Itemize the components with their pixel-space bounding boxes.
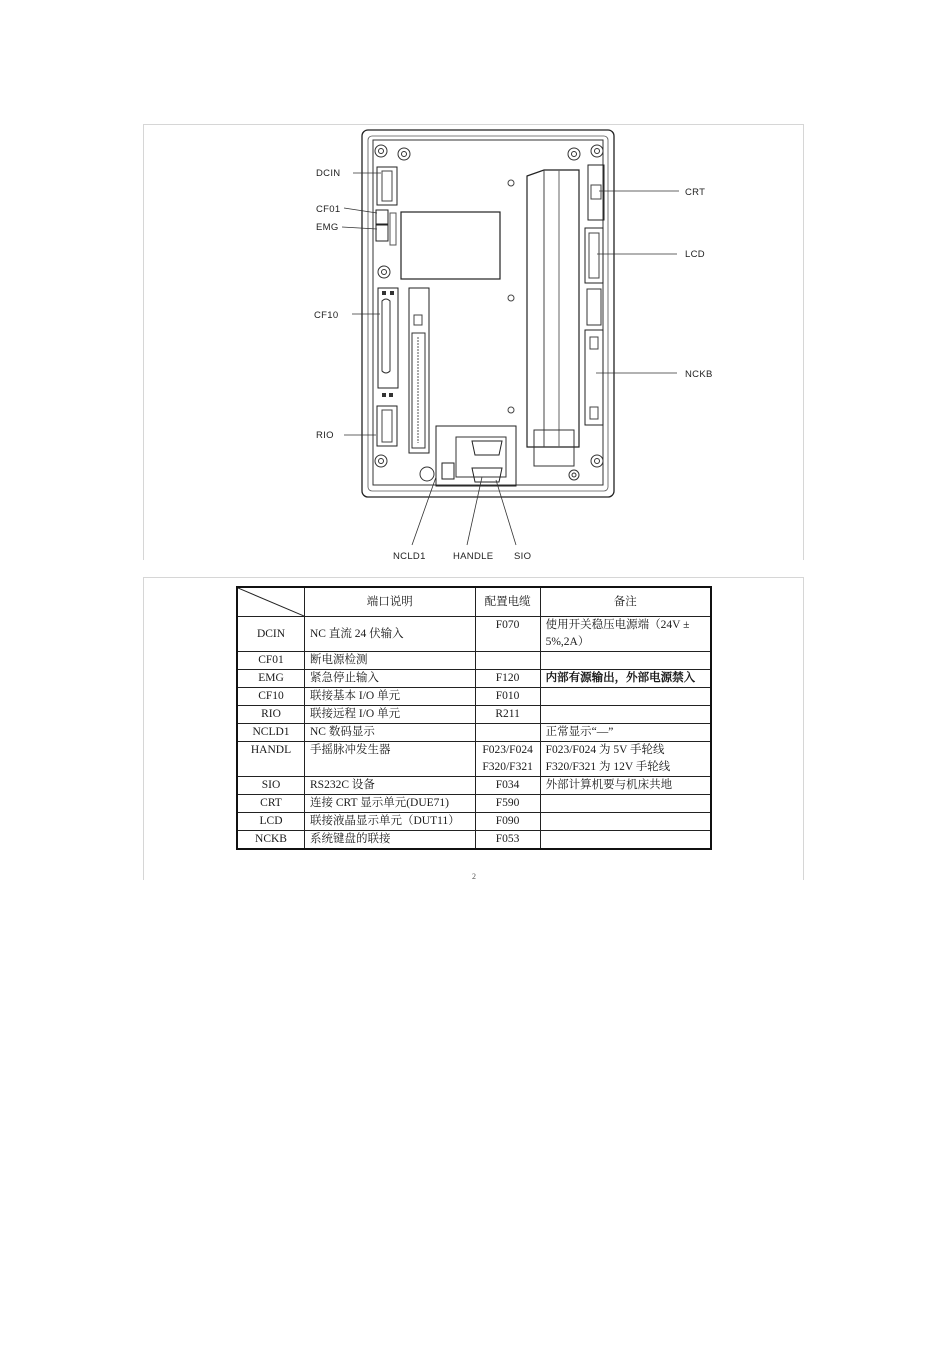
cable-line: F010: [495, 690, 520, 702]
cable-line: [479, 652, 537, 669]
table-row: [237, 831, 711, 850]
diagonal-line-icon: [238, 588, 304, 616]
port-description-cell: 手摇脉冲发生器: [305, 742, 476, 777]
cable-cell: [475, 706, 540, 724]
port-description-cell: 联接基本 I/O 单元: [305, 688, 476, 706]
port-description-cell: 紧急停止输入: [305, 670, 476, 688]
header-note: 备注: [540, 587, 711, 617]
ncld1-display: [442, 463, 454, 479]
note-cell: [540, 724, 711, 742]
note-cell: [540, 813, 711, 831]
note-cell: [540, 688, 711, 706]
port-description-cell: 连接 CRT 显示单元(DUE71): [305, 795, 476, 813]
cable-cell: [475, 831, 540, 850]
cable-line: F120: [495, 672, 520, 684]
table-row: [237, 813, 711, 831]
cf01-connector: [376, 210, 388, 224]
port-description-cell: NC 直流 24 伏输入: [305, 617, 476, 652]
cable-line: F023/F024: [482, 744, 533, 756]
port-table-panel: [143, 577, 804, 880]
cable-line: R211: [495, 708, 520, 720]
port-description-cell: NC 数码显示: [305, 724, 476, 742]
port-name-cell: CRT: [237, 795, 305, 813]
controller-diagram-panel: [143, 124, 804, 560]
emg-connector: [376, 225, 388, 241]
table-row: [237, 688, 711, 706]
cable-line: F590: [495, 797, 520, 809]
cable-line: F053: [495, 833, 520, 845]
cable-cell: [475, 813, 540, 831]
note-cell: [540, 795, 711, 813]
port-name-cell: NCKB: [237, 831, 305, 850]
label-crt: CRT: [685, 187, 706, 198]
crt-connector: [588, 165, 604, 220]
cable-cell: [475, 742, 540, 777]
note-line: 5%,2A）: [545, 636, 590, 648]
label-rio: RIO: [316, 430, 334, 441]
port-name-cell: CF10: [237, 688, 305, 706]
label-cf01: CF01: [316, 204, 341, 215]
note-line: 外部计算机要与机床共地: [545, 779, 673, 791]
note-cell: [540, 670, 711, 688]
table-row: [237, 724, 711, 742]
housing-outer: [362, 130, 614, 497]
page-number: 2: [472, 872, 476, 880]
port-description-cell: 系统键盘的联接: [305, 831, 476, 850]
note-cell: [540, 652, 711, 670]
port-name-cell: LCD: [237, 813, 305, 831]
note-cell: [540, 777, 711, 795]
note-line: 使用开关稳压电源端（24V ±: [545, 619, 690, 631]
header-description: 端口说明: [305, 587, 476, 617]
note-line: [546, 706, 705, 723]
table-row: [237, 706, 711, 724]
nckb-connector: [585, 330, 603, 425]
cable-line: F320/F321: [482, 761, 533, 773]
note-cell: [540, 617, 711, 652]
port-name-cell: RIO: [237, 706, 305, 724]
table-row: [237, 777, 711, 795]
controller-back-panel-diagram: [144, 125, 804, 560]
port-description-cell: 联接远程 I/O 单元: [305, 706, 476, 724]
cable-line: [479, 724, 537, 741]
table-row: [237, 742, 711, 777]
port-description-cell: 断电源检测: [305, 652, 476, 670]
port-description-cell: 联接液晶显示单元（DUT11）: [305, 813, 476, 831]
main-board: [527, 170, 579, 447]
port-name-cell: CF01: [237, 652, 305, 670]
note-line: [546, 795, 705, 812]
header-cable: 配置电缆: [475, 587, 540, 617]
note-line: F023/F024 为 5V 手轮线: [545, 744, 665, 756]
table-row: [237, 617, 711, 652]
table-row: [237, 795, 711, 813]
port-name-cell: EMG: [237, 670, 305, 688]
rio-connector: [377, 406, 397, 446]
note-line: F320/F321 为 12V 手轮线: [545, 761, 671, 773]
note-line: [546, 813, 705, 830]
corner-cell: [237, 587, 305, 617]
label-sio: SIO: [514, 551, 532, 560]
label-dcin: DCIN: [316, 168, 341, 179]
lcd-connector: [585, 228, 603, 283]
sio-port: [472, 468, 502, 482]
note-line: [546, 652, 705, 669]
note-line: 内部有源输出，外部电源禁入: [545, 672, 696, 684]
label-emg: EMG: [316, 222, 339, 233]
port-table: [236, 586, 712, 850]
table-row: [237, 652, 711, 670]
cable-cell: [475, 724, 540, 742]
label-nckb: NCKB: [685, 369, 713, 380]
note-cell: [540, 831, 711, 850]
table-header-row: [237, 587, 711, 617]
cable-cell: [475, 617, 540, 652]
port-name-cell: DCIN: [237, 617, 305, 652]
label-cf10: CF10: [314, 310, 339, 321]
handle-port: [472, 441, 502, 455]
port-name-cell: NCLD1: [237, 724, 305, 742]
cable-line: F070: [495, 619, 520, 631]
note-cell: [540, 706, 711, 724]
cable-cell: [475, 777, 540, 795]
label-handle: HANDLE: [453, 551, 494, 560]
cable-cell: [475, 688, 540, 706]
port-name-cell: SIO: [237, 777, 305, 795]
note-cell: [540, 742, 711, 777]
cable-line: F090: [495, 815, 520, 827]
label-lcd: LCD: [685, 249, 705, 260]
port-description-cell: RS232C 设备: [305, 777, 476, 795]
note-line: [546, 688, 705, 705]
cable-cell: [475, 670, 540, 688]
note-line: 正常显示“—”: [545, 726, 614, 738]
port-name-cell: HANDL: [237, 742, 305, 777]
table-row: [237, 670, 711, 688]
chip: [401, 212, 500, 279]
label-ncld1: NCLD1: [393, 551, 426, 560]
cable-line: F034: [495, 779, 520, 791]
note-line: [546, 831, 705, 848]
cable-cell: [475, 795, 540, 813]
cable-cell: [475, 652, 540, 670]
